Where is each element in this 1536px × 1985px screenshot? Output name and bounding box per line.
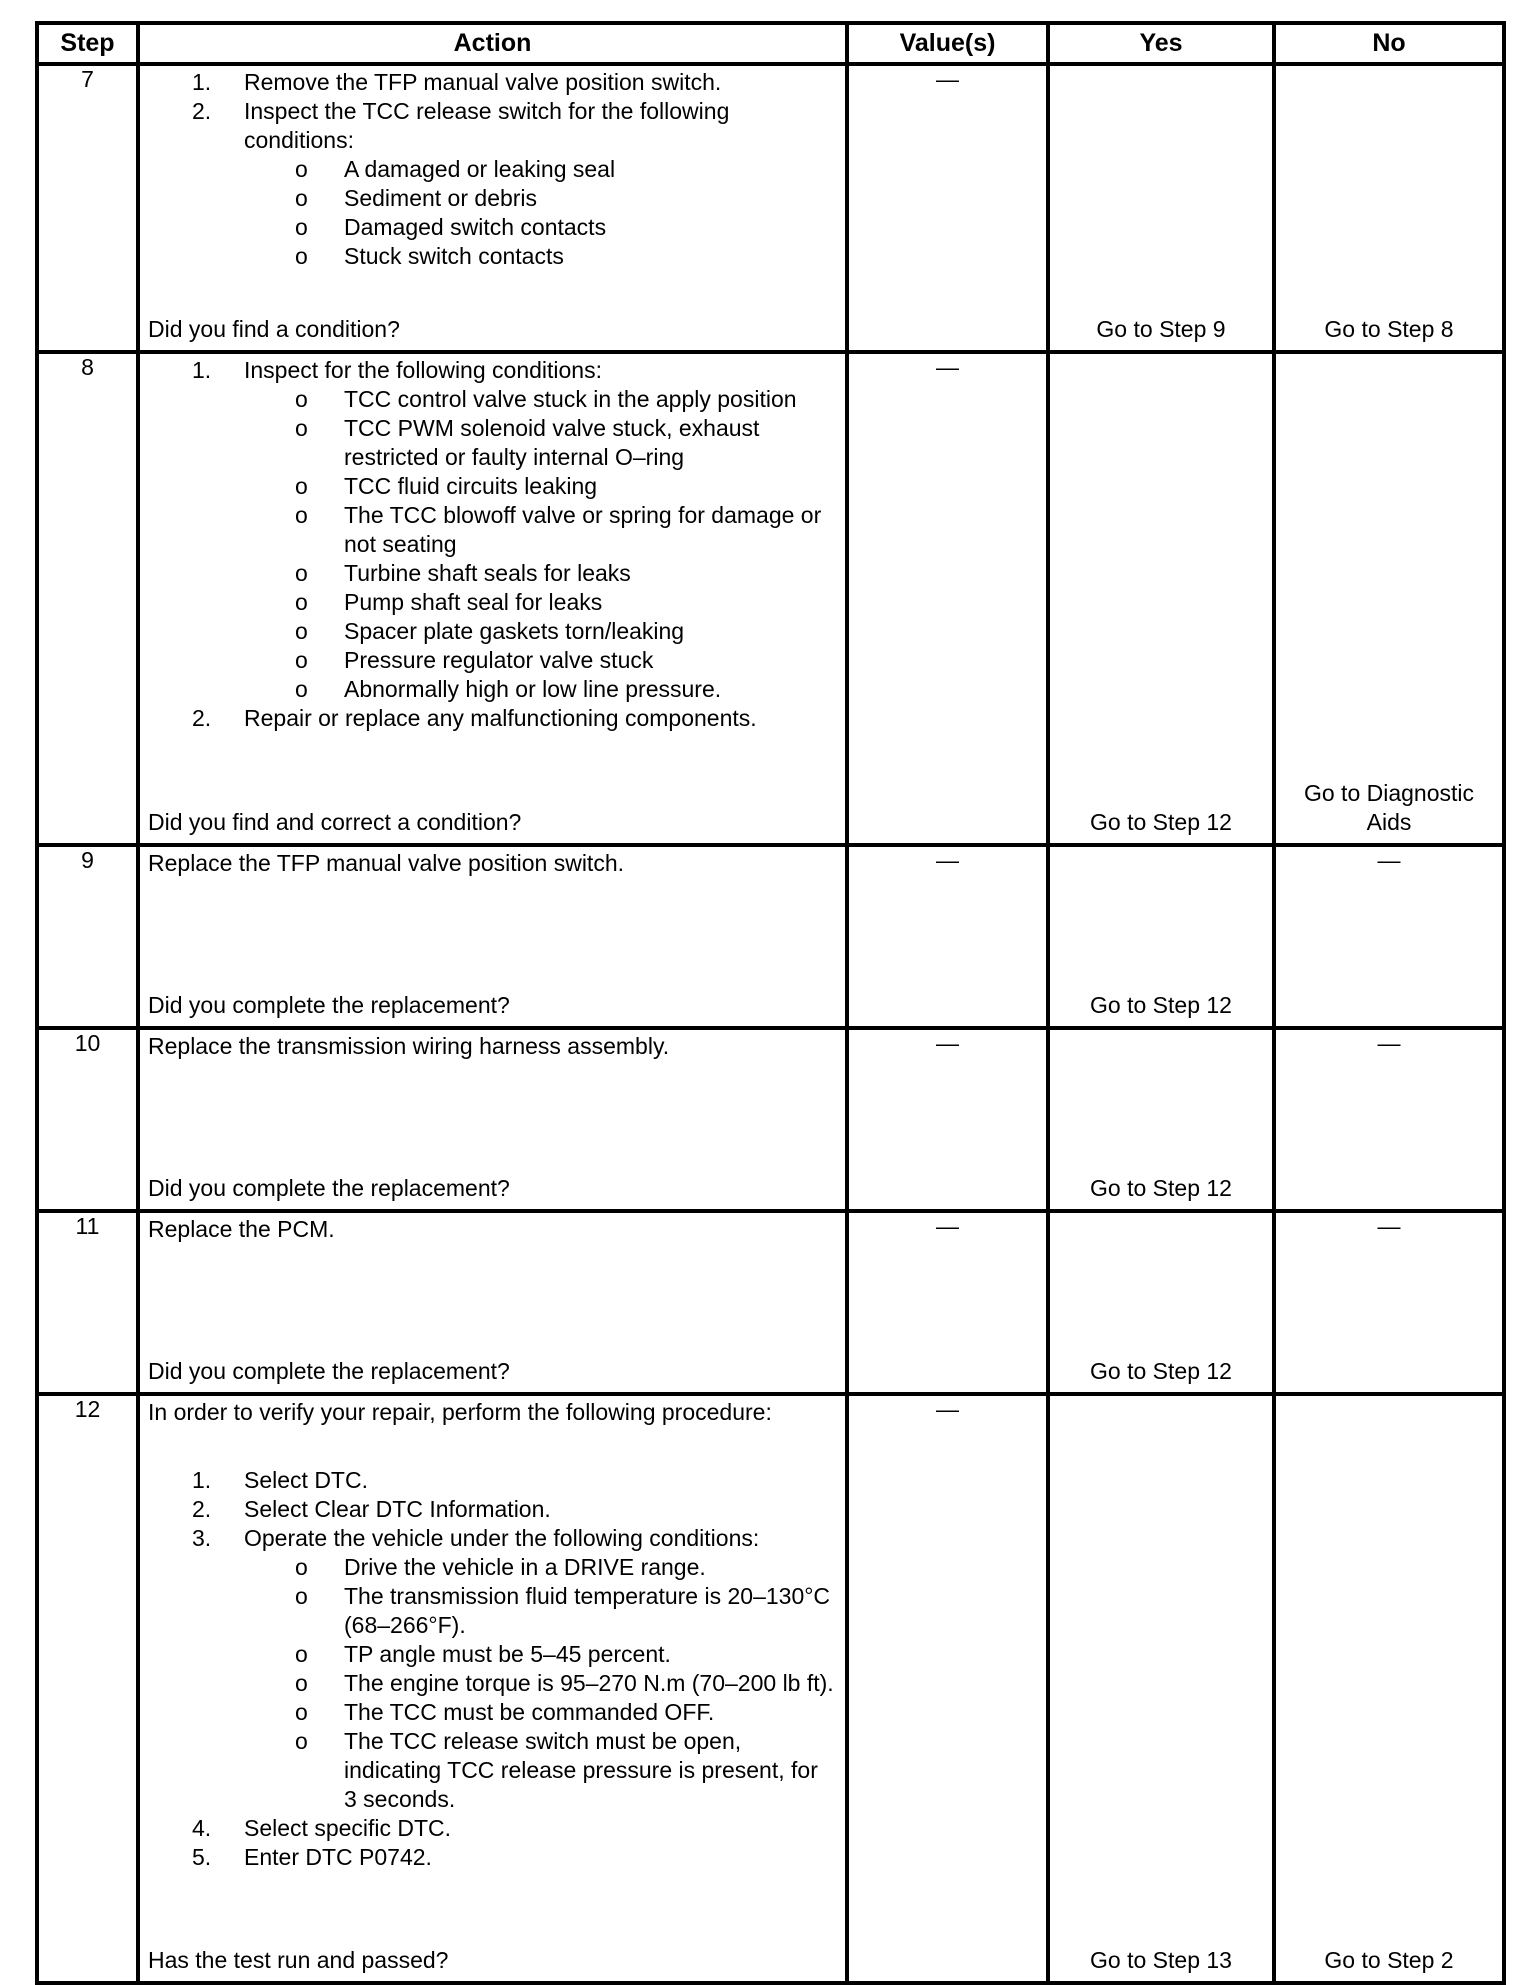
question-text: Has the test run and passed? xyxy=(148,1947,449,1973)
no-cell: — xyxy=(1274,845,1504,1028)
question-text: Did you complete the replacement? xyxy=(148,992,510,1018)
bullet-item: o The engine torque is 95–270 N.m (70–200 lb ft). xyxy=(295,1670,834,1696)
list-item: 2. Repair or replace any malfunctioning components. xyxy=(192,705,757,731)
action-text: Replace the transmission wiring harness assembly. xyxy=(148,1033,670,1059)
step-number: 8 xyxy=(37,352,138,845)
list-item: 1. Select DTC. xyxy=(192,1467,368,1493)
header-action: Action xyxy=(138,23,847,64)
bullet-item: o The transmission fluid temperature is 20–130°C (68–266°F). xyxy=(295,1583,831,1638)
table-row-step-7 xyxy=(37,64,1504,352)
yes-link[interactable]: Go to Step 12 xyxy=(1090,809,1232,835)
bullet-item: o The TCC release switch must be open, indicating TCC release pressure is present, for 3 seconds. xyxy=(295,1728,818,1812)
no-cell xyxy=(1274,1394,1504,1983)
yes-link[interactable]: Go to Step 9 xyxy=(1096,316,1226,342)
list-item: 3. Operate the vehicle under the following conditions: xyxy=(192,1525,760,1551)
value-cell: — xyxy=(847,1394,1048,1983)
question-text: Did you complete the replacement? xyxy=(148,1175,510,1201)
list-item: 5. Enter DTC P0742. xyxy=(192,1844,432,1870)
bullet-item: o Stuck switch contacts xyxy=(295,243,564,269)
no-link-line: Go to Diagnostic xyxy=(1303,780,1475,806)
no-link[interactable] xyxy=(1276,779,1502,837)
action-cell xyxy=(138,1394,847,1983)
step-number: 7 xyxy=(37,64,138,352)
action-text: Replace the PCM. xyxy=(148,1216,335,1242)
step-number: 12 xyxy=(37,1394,138,1983)
bullet-item: o The TCC blowoff valve or spring for damage or not seating xyxy=(295,502,822,557)
bullet-item: o Pressure regulator valve stuck xyxy=(295,647,654,673)
yes-link[interactable]: Go to Step 12 xyxy=(1090,1358,1232,1384)
bullet-item: o TCC PWM solenoid valve stuck, exhaust restricted or faulty internal O–ring xyxy=(295,415,760,470)
value-cell: — xyxy=(847,845,1048,1028)
header-yes: Yes xyxy=(1048,23,1274,64)
table-row-step-9 xyxy=(37,845,1504,1028)
yes-cell xyxy=(1048,352,1274,845)
yes-cell xyxy=(1048,64,1274,352)
header-values: Value(s) xyxy=(847,23,1048,64)
action-intro: In order to verify your repair, perform the following procedure: xyxy=(148,1399,772,1425)
value-cell: — xyxy=(847,64,1048,352)
question-text: Did you complete the replacement? xyxy=(148,1358,510,1384)
list-item: 1. Inspect for the following conditions: xyxy=(192,357,602,383)
table-row-step-10 xyxy=(37,1028,1504,1211)
table-row-step-8 xyxy=(37,352,1504,845)
bullet-item: o Spacer plate gaskets torn/leaking xyxy=(295,618,685,644)
header-no: No xyxy=(1274,23,1504,64)
question-text: Did you find and correct a condition? xyxy=(148,809,522,835)
list-item: 4. Select specific DTC. xyxy=(192,1815,452,1841)
yes-cell xyxy=(1048,1028,1274,1211)
no-link[interactable]: Go to Step 8 xyxy=(1324,316,1454,342)
bullet-item: o TCC fluid circuits leaking xyxy=(295,473,598,499)
list-item: 2. Inspect the TCC release switch for the following conditions: xyxy=(192,98,730,153)
yes-cell xyxy=(1048,845,1274,1028)
bullet-item: o A damaged or leaking seal xyxy=(295,156,616,182)
no-cell xyxy=(1274,352,1504,845)
action-cell xyxy=(138,1211,847,1394)
step-number: 11 xyxy=(37,1211,138,1394)
step-number: 9 xyxy=(37,845,138,1028)
bullet-list xyxy=(244,385,837,704)
list-item: 2. Select Clear DTC Information. xyxy=(192,1496,551,1522)
yes-cell xyxy=(1048,1394,1274,1983)
bullet-item: o TP angle must be 5–45 percent. xyxy=(295,1641,671,1667)
no-cell: — xyxy=(1274,1028,1504,1211)
action-cell xyxy=(138,352,847,845)
table-row-step-12 xyxy=(37,1394,1504,1983)
no-cell xyxy=(1274,64,1504,352)
bullet-item: o TCC control valve stuck in the apply position xyxy=(295,386,797,412)
question-text: Did you find a condition? xyxy=(148,316,400,342)
action-cell xyxy=(138,1028,847,1211)
action-text: Replace the TFP manual valve position switch. xyxy=(148,850,625,876)
header-step: Step xyxy=(37,23,138,64)
yes-cell xyxy=(1048,1211,1274,1394)
list-item: 1. Remove the TFP manual valve position switch. xyxy=(192,69,722,95)
bullet-list xyxy=(244,155,837,271)
no-link-line: Aids xyxy=(1366,809,1412,835)
yes-link[interactable]: Go to Step 12 xyxy=(1090,992,1232,1018)
step-number: 10 xyxy=(37,1028,138,1211)
value-cell: — xyxy=(847,352,1048,845)
bullet-list xyxy=(244,1553,837,1814)
yes-link[interactable]: Go to Step 12 xyxy=(1090,1175,1232,1201)
action-cell xyxy=(138,845,847,1028)
action-cell xyxy=(138,64,847,352)
no-cell: — xyxy=(1274,1211,1504,1394)
no-link[interactable]: Go to Step 2 xyxy=(1324,1947,1454,1973)
bullet-item: o Abnormally high or low line pressure. xyxy=(295,676,722,702)
yes-link[interactable]: Go to Step 13 xyxy=(1090,1947,1232,1973)
bullet-item: o Damaged switch contacts xyxy=(295,214,607,240)
table-row-step-11 xyxy=(37,1211,1504,1394)
value-cell: — xyxy=(847,1211,1048,1394)
bullet-item: o The TCC must be commanded OFF. xyxy=(295,1699,715,1725)
value-cell: — xyxy=(847,1028,1048,1211)
header-row xyxy=(37,23,1504,64)
bullet-item: o Sediment or debris xyxy=(295,185,538,211)
bullet-item: o Pump shaft seal for leaks xyxy=(295,589,603,615)
bullet-item: o Drive the vehicle in a DRIVE range. xyxy=(295,1554,706,1580)
diagnostic-table xyxy=(35,21,1506,1985)
bullet-item: o Turbine shaft seals for leaks xyxy=(295,560,631,586)
